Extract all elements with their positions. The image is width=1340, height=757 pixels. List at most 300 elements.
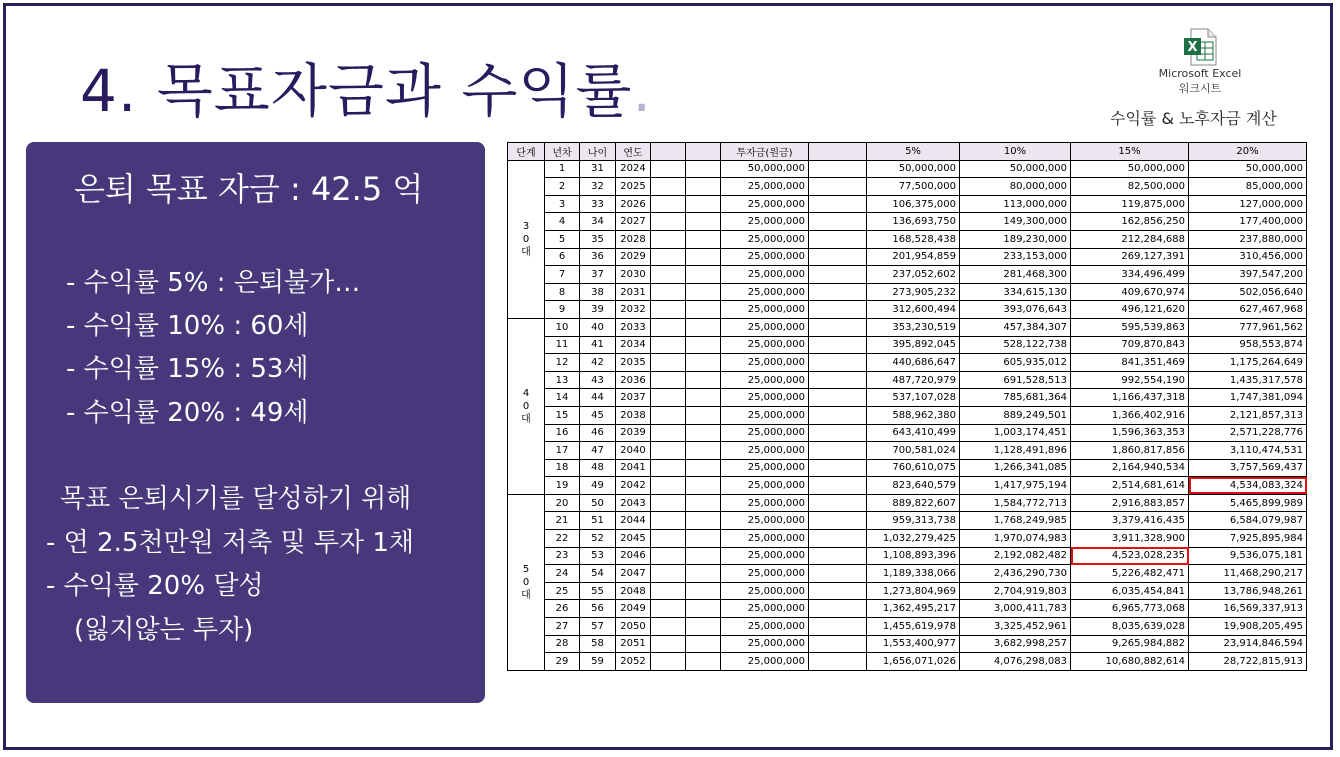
table-cell: [651, 318, 686, 336]
table-cell: 36: [580, 248, 616, 266]
table-cell: [686, 600, 721, 618]
table-cell: 2045: [616, 530, 651, 548]
table-cell: [651, 389, 686, 407]
table-cell: [809, 477, 867, 495]
value-cell: 2,164,940,534: [1071, 459, 1189, 477]
value-cell: 2,916,883,857: [1071, 494, 1189, 512]
value-cell: 409,670,974: [1071, 283, 1189, 301]
table-cell: [809, 653, 867, 671]
table-row: [508, 600, 1307, 618]
table-cell: 2035: [616, 354, 651, 372]
value-cell: 1,584,772,713: [960, 494, 1071, 512]
table-cell: 2029: [616, 248, 651, 266]
table-row: [508, 406, 1307, 424]
value-cell: 11,468,290,217: [1189, 565, 1307, 583]
table-cell: [686, 494, 721, 512]
table-cell: [651, 336, 686, 354]
table-row: [508, 582, 1307, 600]
value-cell: 162,856,250: [1071, 213, 1189, 231]
table-cell: 37: [580, 266, 616, 284]
value-cell: 50,000,000: [1071, 160, 1189, 178]
table-cell: 48: [580, 459, 616, 477]
table-cell: 2046: [616, 547, 651, 565]
table-cell: 2038: [616, 406, 651, 424]
table-cell: 2049: [616, 600, 651, 618]
value-cell: 4,076,298,083: [960, 653, 1071, 671]
table-cell: [686, 653, 721, 671]
table-cell: 25,000,000: [721, 565, 809, 583]
table-cell: 20: [545, 494, 580, 512]
table-cell: [809, 459, 867, 477]
value-cell: 1,747,381,094: [1189, 389, 1307, 407]
table-row: [508, 354, 1307, 372]
table-cell: [651, 600, 686, 618]
value-cell: 393,076,643: [960, 301, 1071, 319]
table-row: [508, 283, 1307, 301]
header-cell: 투자금(원금): [721, 143, 809, 161]
table-cell: [651, 213, 686, 231]
value-cell: 1,108,893,396: [867, 547, 960, 565]
table-cell: 2037: [616, 389, 651, 407]
value-cell: 2,704,919,803: [960, 582, 1071, 600]
value-cell: 691,528,513: [960, 371, 1071, 389]
table-cell: 25,000,000: [721, 389, 809, 407]
table-cell: 2036: [616, 371, 651, 389]
table-cell: [686, 477, 721, 495]
table-cell: [686, 195, 721, 213]
table-cell: [809, 547, 867, 565]
value-cell: 700,581,024: [867, 442, 960, 460]
value-cell: 1,273,804,969: [867, 582, 960, 600]
value-cell: 237,880,000: [1189, 230, 1307, 248]
table-cell: 1: [545, 160, 580, 178]
table-cell: [686, 406, 721, 424]
table-cell: [651, 266, 686, 284]
table-cell: 35: [580, 230, 616, 248]
value-cell: 334,496,499: [1071, 266, 1189, 284]
value-cell: 841,351,469: [1071, 354, 1189, 372]
value-cell: 889,822,607: [867, 494, 960, 512]
value-cell: 709,870,843: [1071, 336, 1189, 354]
table-row: [508, 371, 1307, 389]
table-cell: [651, 653, 686, 671]
table-cell: 2043: [616, 494, 651, 512]
table-cell: 59: [580, 653, 616, 671]
plan-item-1: - 연 2.5천만원 저축 및 투자 1채: [46, 528, 415, 558]
header-cell: [651, 143, 686, 161]
table-cell: [686, 248, 721, 266]
table-cell: [651, 178, 686, 196]
table-cell: 42: [580, 354, 616, 372]
table-cell: [686, 442, 721, 460]
table-cell: 45: [580, 406, 616, 424]
table-cell: [809, 318, 867, 336]
value-cell: 823,640,579: [867, 477, 960, 495]
value-cell: 312,600,494: [867, 301, 960, 319]
table-cell: [651, 582, 686, 600]
value-cell: 1,768,249,985: [960, 512, 1071, 530]
value-cell: 643,410,499: [867, 424, 960, 442]
table-cell: 2024: [616, 160, 651, 178]
value-cell: 50,000,000: [1189, 160, 1307, 178]
table-row: [508, 653, 1307, 671]
table-row: [508, 494, 1307, 512]
table-row: [508, 618, 1307, 636]
table-cell: [809, 266, 867, 284]
table-cell: 23: [545, 547, 580, 565]
table-cell: [686, 530, 721, 548]
table-row: [508, 230, 1307, 248]
table-cell: [686, 354, 721, 372]
value-cell: 595,539,863: [1071, 318, 1189, 336]
table-row: [508, 266, 1307, 284]
table-cell: 8: [545, 283, 580, 301]
value-cell: 19,908,205,495: [1189, 618, 1307, 636]
table-cell: 25,000,000: [721, 371, 809, 389]
value-cell: 85,000,000: [1189, 178, 1307, 196]
value-cell: 6,035,454,841: [1071, 582, 1189, 600]
value-cell: 1,362,495,217: [867, 600, 960, 618]
table-cell: 13: [545, 371, 580, 389]
value-cell: 1,032,279,425: [867, 530, 960, 548]
value-cell: 2,192,082,482: [960, 547, 1071, 565]
table-cell: 25,000,000: [721, 477, 809, 495]
table-cell: [686, 283, 721, 301]
value-cell: 269,127,391: [1071, 248, 1189, 266]
table-cell: 19: [545, 477, 580, 495]
table-cell: 50,000,000: [721, 160, 809, 178]
table-cell: 25,000,000: [721, 283, 809, 301]
value-cell: 10,680,882,614: [1071, 653, 1189, 671]
table-cell: [651, 301, 686, 319]
value-cell: 3,757,569,437: [1189, 459, 1307, 477]
table-cell: 2027: [616, 213, 651, 231]
table-row: [508, 442, 1307, 460]
excel-attachment[interactable]: [1150, 28, 1250, 96]
table-cell: 40: [580, 318, 616, 336]
table-row: [508, 301, 1307, 319]
value-cell: 1,366,402,916: [1071, 406, 1189, 424]
value-cell: 212,284,688: [1071, 230, 1189, 248]
table-cell: 46: [580, 424, 616, 442]
table-cell: 33: [580, 195, 616, 213]
svg-text:X: X: [1187, 40, 1198, 55]
table-cell: [651, 424, 686, 442]
value-cell: 3,000,411,783: [960, 600, 1071, 618]
value-cell: 1,266,341,085: [960, 459, 1071, 477]
table-cell: 2034: [616, 336, 651, 354]
table-cell: 25,000,000: [721, 618, 809, 636]
value-cell: 3,325,452,961: [960, 618, 1071, 636]
header-cell: 나이: [580, 143, 616, 161]
value-cell: 3,911,328,900: [1071, 530, 1189, 548]
value-cell: 201,954,859: [867, 248, 960, 266]
table-cell: [686, 178, 721, 196]
table-cell: [686, 389, 721, 407]
table-cell: 2052: [616, 653, 651, 671]
rate-20: - 수익률 20% : 49세: [66, 398, 309, 428]
value-cell: 1,189,338,066: [867, 565, 960, 583]
header-cell: 20%: [1189, 143, 1307, 161]
table-cell: 25,000,000: [721, 301, 809, 319]
table-cell: 26: [545, 600, 580, 618]
table-cell: 25,000,000: [721, 582, 809, 600]
table-cell: 25,000,000: [721, 354, 809, 372]
value-cell: 113,000,000: [960, 195, 1071, 213]
table-cell: 28: [545, 635, 580, 653]
table-cell: 5: [545, 230, 580, 248]
table-cell: [686, 213, 721, 231]
value-cell: 281,468,300: [960, 266, 1071, 284]
table-row: [508, 195, 1307, 213]
rate-10: - 수익률 10% : 60세: [66, 311, 309, 341]
header-cell: 5%: [867, 143, 960, 161]
table-cell: 2047: [616, 565, 651, 583]
table-row: [508, 565, 1307, 583]
value-cell: 6,965,773,068: [1071, 600, 1189, 618]
table-subtitle: 수익률 & 노후자금 계산: [1110, 109, 1277, 128]
value-cell: 1,970,074,983: [960, 530, 1071, 548]
value-cell: 1,656,071,026: [867, 653, 960, 671]
table-cell: [651, 160, 686, 178]
stage-cell: 5 0 대: [508, 494, 545, 670]
table-cell: 47: [580, 442, 616, 460]
header-cell: [809, 143, 867, 161]
table-cell: [809, 301, 867, 319]
table-cell: [651, 283, 686, 301]
table-cell: 25,000,000: [721, 459, 809, 477]
value-cell: 777,961,562: [1189, 318, 1307, 336]
table-cell: 25,000,000: [721, 442, 809, 460]
excel-caption-2: 워크시트: [1178, 82, 1222, 95]
table-cell: [686, 371, 721, 389]
value-cell: 3,682,998,257: [960, 635, 1071, 653]
table-cell: 41: [580, 336, 616, 354]
value-cell: 50,000,000: [867, 160, 960, 178]
value-cell: 77,500,000: [867, 178, 960, 196]
value-cell: 177,400,000: [1189, 213, 1307, 231]
header-cell: 년차: [545, 143, 580, 161]
table-cell: 9: [545, 301, 580, 319]
table-cell: 25,000,000: [721, 653, 809, 671]
value-cell: 588,962,380: [867, 406, 960, 424]
value-cell: 9,265,984,882: [1071, 635, 1189, 653]
value-cell: 233,153,000: [960, 248, 1071, 266]
table-cell: [651, 354, 686, 372]
table-row: [508, 248, 1307, 266]
return-table: [507, 142, 1307, 671]
value-cell: 889,249,501: [960, 406, 1071, 424]
table-cell: [809, 494, 867, 512]
title-dot: .: [632, 57, 652, 125]
value-cell: 82,500,000: [1071, 178, 1189, 196]
value-cell: 189,230,000: [960, 230, 1071, 248]
value-cell: 1,455,619,978: [867, 618, 960, 636]
table-cell: [651, 494, 686, 512]
table-cell: [809, 178, 867, 196]
table-cell: 51: [580, 512, 616, 530]
table-row: [508, 424, 1307, 442]
highlighted-cell: 4,534,083,324: [1189, 477, 1307, 495]
table-cell: 2041: [616, 459, 651, 477]
table-cell: 25,000,000: [721, 266, 809, 284]
table-cell: 43: [580, 371, 616, 389]
value-cell: 528,122,738: [960, 336, 1071, 354]
table-row: [508, 547, 1307, 565]
table-row: [508, 635, 1307, 653]
table-cell: [686, 318, 721, 336]
value-cell: 1,003,174,451: [960, 424, 1071, 442]
excel-caption-1: Microsoft Excel: [1158, 67, 1242, 80]
table-row: [508, 178, 1307, 196]
table-cell: [809, 283, 867, 301]
table-cell: [809, 406, 867, 424]
table-cell: [651, 530, 686, 548]
table-cell: 54: [580, 565, 616, 583]
excel-icon: [1183, 28, 1217, 66]
table-cell: 24: [545, 565, 580, 583]
table-cell: [809, 213, 867, 231]
value-cell: 627,467,968: [1189, 301, 1307, 319]
value-cell: 502,056,640: [1189, 283, 1307, 301]
value-cell: 80,000,000: [960, 178, 1071, 196]
retirement-goal: 은퇴 목표 자금 : 42.5 억: [74, 170, 424, 208]
table-cell: [809, 389, 867, 407]
value-cell: 6,584,079,987: [1189, 512, 1307, 530]
plan-title: 목표 은퇴시기를 달성하기 위해: [60, 484, 412, 514]
table-cell: [809, 354, 867, 372]
table-row: [508, 477, 1307, 495]
table-cell: [809, 512, 867, 530]
table-row: [508, 530, 1307, 548]
table-row: [508, 389, 1307, 407]
value-cell: 496,121,620: [1071, 301, 1189, 319]
table-row: [508, 512, 1307, 530]
value-cell: 7,925,895,984: [1189, 530, 1307, 548]
value-cell: 1,417,975,194: [960, 477, 1071, 495]
table-cell: 15: [545, 406, 580, 424]
table-cell: 44: [580, 389, 616, 407]
table-cell: [651, 635, 686, 653]
table-row: [508, 213, 1307, 231]
value-cell: 50,000,000: [960, 160, 1071, 178]
table-cell: [809, 160, 867, 178]
table-cell: 18: [545, 459, 580, 477]
table-cell: [651, 248, 686, 266]
table-cell: 29: [545, 653, 580, 671]
value-cell: 119,875,000: [1071, 195, 1189, 213]
table-row: [508, 160, 1307, 178]
table-cell: 53: [580, 547, 616, 565]
header-cell: 연도: [616, 143, 651, 161]
table-cell: 10: [545, 318, 580, 336]
table-cell: 57: [580, 618, 616, 636]
table-cell: [809, 530, 867, 548]
table-cell: 14: [545, 389, 580, 407]
table-cell: 32: [580, 178, 616, 196]
value-cell: 2,121,857,313: [1189, 406, 1307, 424]
table-cell: 2039: [616, 424, 651, 442]
value-cell: 5,465,899,989: [1189, 494, 1307, 512]
table-cell: 2: [545, 178, 580, 196]
table-row: [508, 318, 1307, 336]
table-cell: [809, 582, 867, 600]
value-cell: 16,569,337,913: [1189, 600, 1307, 618]
value-cell: 273,905,232: [867, 283, 960, 301]
table-cell: [686, 230, 721, 248]
stage-cell: 3 0 대: [508, 160, 545, 318]
value-cell: 1,596,363,353: [1071, 424, 1189, 442]
value-cell: 136,693,750: [867, 213, 960, 231]
value-cell: 1,175,264,649: [1189, 354, 1307, 372]
table-cell: 2044: [616, 512, 651, 530]
table-cell: [651, 512, 686, 530]
value-cell: 457,384,307: [960, 318, 1071, 336]
table-cell: 25,000,000: [721, 406, 809, 424]
table-cell: 22: [545, 530, 580, 548]
table-cell: 25,000,000: [721, 213, 809, 231]
table-cell: 58: [580, 635, 616, 653]
table-cell: 2026: [616, 195, 651, 213]
value-cell: 106,375,000: [867, 195, 960, 213]
table-cell: 25,000,000: [721, 248, 809, 266]
table-cell: 2042: [616, 477, 651, 495]
table-cell: [651, 477, 686, 495]
table-cell: 25,000,000: [721, 336, 809, 354]
table-cell: [686, 336, 721, 354]
table-cell: 38: [580, 283, 616, 301]
value-cell: 958,553,874: [1189, 336, 1307, 354]
value-cell: 2,436,290,730: [960, 565, 1071, 583]
value-cell: 3,110,474,531: [1189, 442, 1307, 460]
table-cell: [651, 371, 686, 389]
table-cell: 25,000,000: [721, 318, 809, 336]
table-cell: 2050: [616, 618, 651, 636]
header-cell: 15%: [1071, 143, 1189, 161]
table-cell: 56: [580, 600, 616, 618]
value-cell: 8,035,639,028: [1071, 618, 1189, 636]
value-cell: 1,860,817,856: [1071, 442, 1189, 460]
plan-item-2: - 수익률 20% 달성: [46, 571, 264, 601]
value-cell: 310,456,000: [1189, 248, 1307, 266]
table-cell: [651, 442, 686, 460]
table-cell: 2040: [616, 442, 651, 460]
value-cell: 785,681,364: [960, 389, 1071, 407]
table-cell: [651, 195, 686, 213]
value-cell: 537,107,028: [867, 389, 960, 407]
value-cell: 3,379,416,435: [1071, 512, 1189, 530]
table-cell: 2051: [616, 635, 651, 653]
table-cell: 2031: [616, 283, 651, 301]
table-row: [508, 336, 1307, 354]
table-cell: [686, 512, 721, 530]
table-cell: 3: [545, 195, 580, 213]
table-cell: [809, 195, 867, 213]
table-cell: [686, 582, 721, 600]
table-cell: 7: [545, 266, 580, 284]
table-cell: 25,000,000: [721, 530, 809, 548]
table-cell: [686, 266, 721, 284]
table-cell: [651, 230, 686, 248]
header-cell: 단계: [508, 143, 545, 161]
table-cell: 2033: [616, 318, 651, 336]
value-cell: 440,686,647: [867, 354, 960, 372]
value-cell: 2,514,681,614: [1071, 477, 1189, 495]
value-cell: 1,128,491,896: [960, 442, 1071, 460]
table-cell: [686, 424, 721, 442]
rate-15: - 수익률 15% : 53세: [66, 354, 309, 384]
table-cell: 39: [580, 301, 616, 319]
